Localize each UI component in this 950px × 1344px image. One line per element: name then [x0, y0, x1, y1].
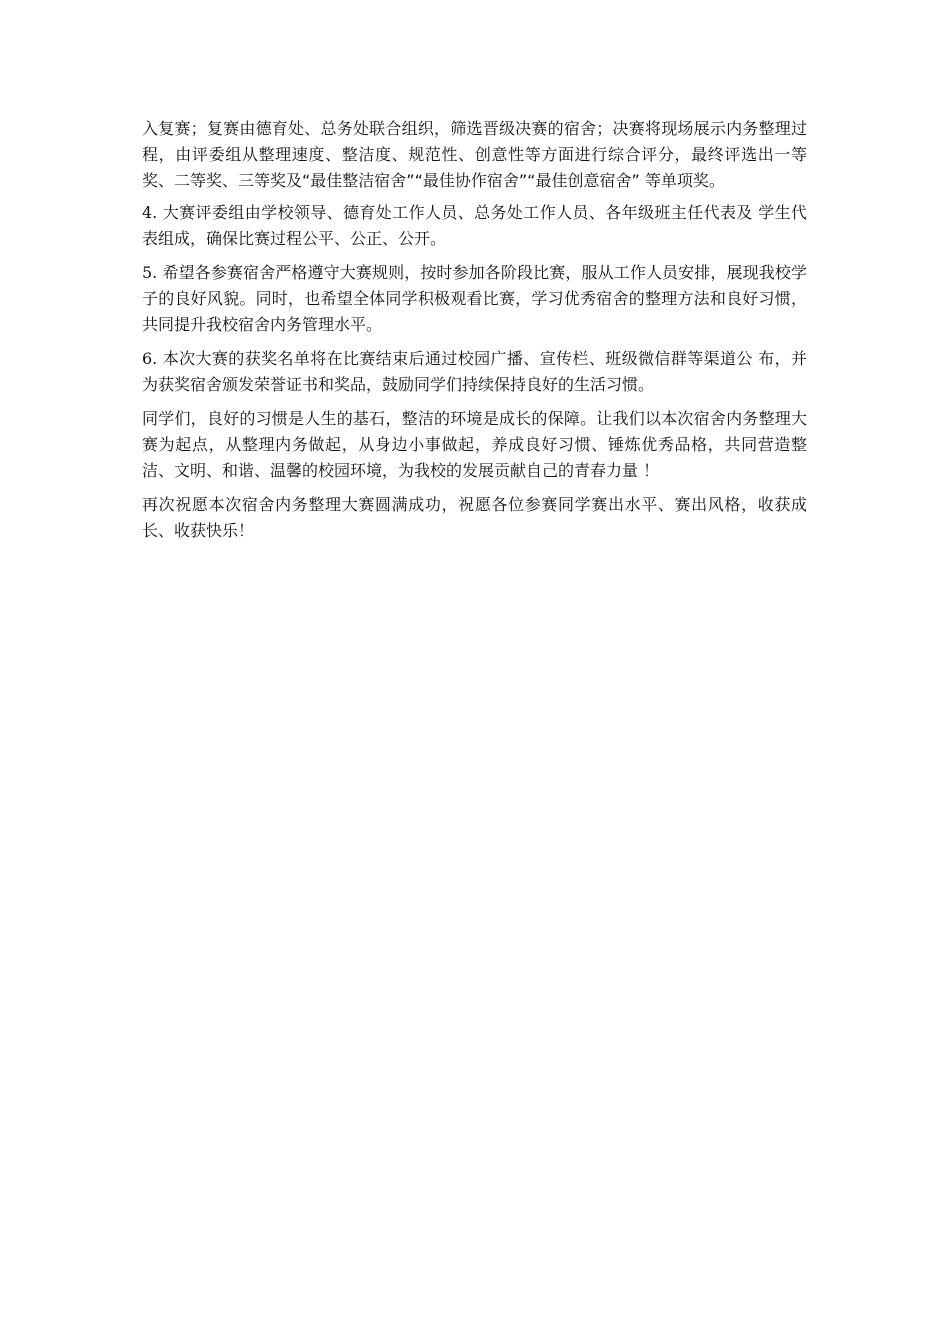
item-number: 4.	[142, 203, 158, 222]
paragraph-item-5	[142, 260, 807, 338]
paragraph-text: 大赛评委组由学校领导、德育处工作人员、总务处工作人员、各年级班主任代表及 学生代表组成，确保比赛过程公平、公正、公开。	[142, 203, 807, 248]
document-body	[142, 116, 807, 552]
paragraph-text: 同学们，良好的习惯是人生的基石，整洁的环境是成长的保障。让我们以本次宿舍内务整理大赛为起点，从整理内务做起，从身边小事做起，养成良好习惯、锤炼优秀品格，共同营造整洁、文明、和谐、温馨的校园环境，为我校的发展贡献自己的青春力量 ！	[142, 409, 807, 480]
paragraph-continued-rules	[142, 116, 807, 194]
paragraph-text: 再次祝愿本次宿舍内务整理大赛圆满成功，祝愿各位参赛同学赛出水平、赛出风格，收获成长、收获快乐！	[142, 495, 807, 540]
paragraph-closing-appeal	[142, 406, 807, 484]
item-number: 6.	[142, 349, 158, 368]
paragraph-text: 入复赛；复赛由德育处、总务处联合组织，筛选晋级决赛的宿舍；决赛将现场展示内务整理过程，由评委组从整理速度、整洁度、规范性、创意性等方面进行综合评分，最终评选出一等奖、二等奖、三等奖及“最佳整洁宿舍”“最佳协作宿舍”“最佳创意宿舍” 等单项奖。	[142, 119, 807, 190]
paragraph-item-4	[142, 200, 807, 252]
paragraph-text: 本次大赛的获奖名单将在比赛结束后通过校园广播、宣传栏、班级微信群等渠道公 布，并为获奖宿舍颁发荣誉证书和奖品，鼓励同学们持续保持良好的生活习惯。	[142, 349, 807, 394]
item-number: 5.	[142, 263, 158, 282]
paragraph-closing-wishes	[142, 492, 807, 544]
paragraph-text: 希望各参赛宿舍严格遵守大赛规则，按时参加各阶段比赛，服从工作人员安排，展现我校学子的良好风貌。同时，也希望全体同学积极观看比赛，学习优秀宿舍的整理方法和良好习惯，共同提升我校宿舍内务管理水平。	[142, 263, 807, 334]
paragraph-item-6	[142, 346, 807, 398]
